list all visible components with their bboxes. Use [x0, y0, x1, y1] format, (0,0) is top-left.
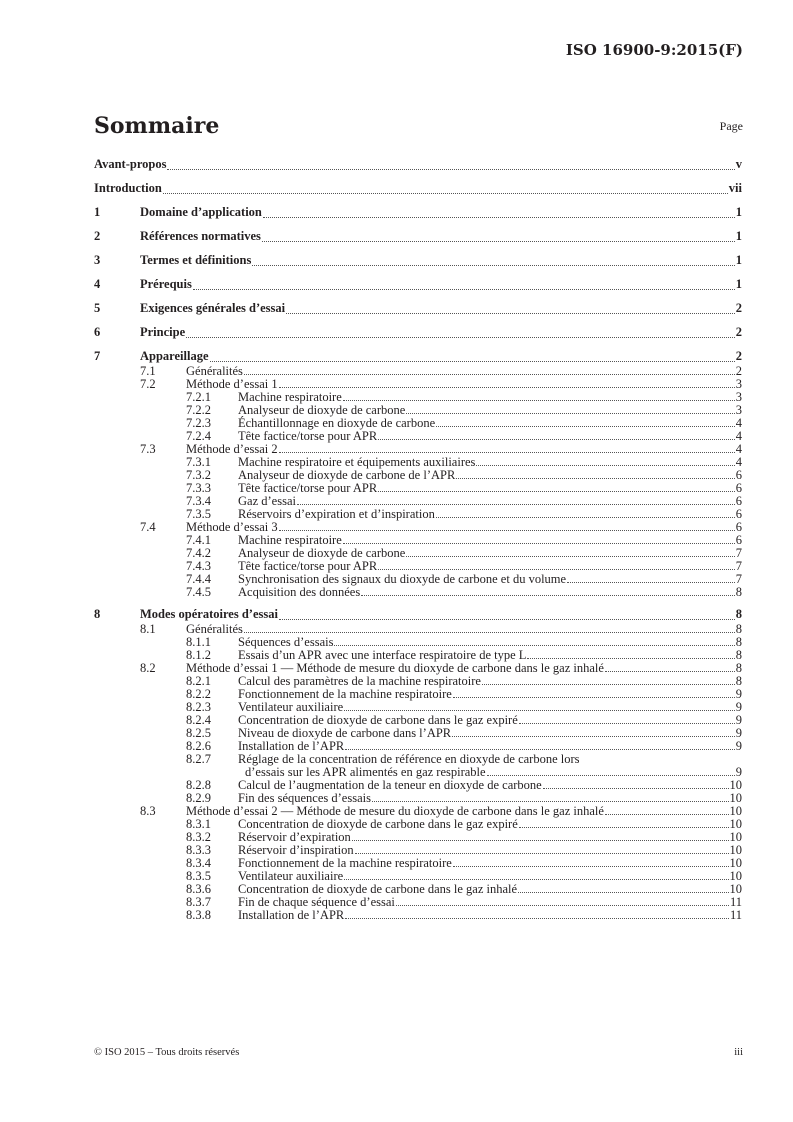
toc-entry-title: Exigences générales d’essai — [140, 301, 286, 315]
dot-leader — [378, 560, 735, 570]
toc-entry-title: Installation de l’APR — [238, 908, 345, 922]
toc-entry-number: 8.3.5 — [186, 869, 211, 883]
toc-entry-title: Réglage de la concentration de référence en dioxyde de carbone lors — [238, 752, 580, 766]
dot-leader — [378, 482, 735, 492]
toc-entry-page: 9 — [735, 687, 742, 701]
toc-entry-page: 10 — [729, 830, 742, 844]
dot-leader — [163, 180, 728, 194]
toc-entry-title: Essais d’un APR avec une interface respiratoire de type L — [238, 648, 527, 662]
toc-entry-page: 10 — [729, 856, 742, 870]
dot-leader — [279, 378, 735, 388]
dot-leader — [252, 252, 734, 266]
toc-entry-number: 8.3.1 — [186, 817, 211, 831]
toc-entry[interactable] — [94, 204, 742, 221]
dot-leader — [487, 766, 735, 776]
toc-entry-page: 6 — [735, 494, 742, 508]
toc-entry-number: 8.3.4 — [186, 856, 211, 870]
toc-entry-title: Synchronisation des signaux du dioxyde de carbone et du volume — [238, 572, 567, 586]
toc-entry-number: 8.2.7 — [186, 752, 211, 766]
toc-entry-number: 7.3.5 — [186, 507, 211, 521]
toc-entry-page: 11 — [729, 908, 742, 922]
toc-entry-page: 10 — [729, 882, 742, 896]
toc-entry-number: 8.2.4 — [186, 713, 211, 727]
toc-entry-page: 8 — [735, 674, 742, 688]
toc-entry-number: 1 — [94, 205, 101, 219]
toc-entry-number: 4 — [94, 277, 101, 291]
toc-entry-title: Tête factice/torse pour APR — [238, 559, 378, 573]
dot-leader — [343, 391, 735, 401]
toc-entry-title: Séquences d’essais — [238, 635, 334, 649]
dot-leader — [372, 792, 729, 802]
table-of-contents — [94, 156, 742, 922]
toc-entry-page: 4 — [735, 442, 742, 456]
dot-leader — [482, 675, 735, 685]
dot-leader — [344, 701, 735, 711]
toc-entry-number: 8.2.2 — [186, 687, 211, 701]
toc-entry-page: 6 — [735, 520, 742, 534]
page-title: Sommaire — [94, 113, 220, 139]
toc-entry-page: 8 — [735, 661, 742, 675]
dot-leader — [167, 156, 734, 170]
dot-leader — [244, 365, 735, 375]
toc-entry-number: 7.4.5 — [186, 585, 211, 599]
toc-entry-number: 7.3.2 — [186, 468, 211, 482]
toc-entry-title: Machine respiratoire et équipements auxiliaires — [238, 455, 476, 469]
dot-leader — [279, 443, 735, 453]
toc-entry-number: 8.3.8 — [186, 908, 211, 922]
toc-entry-title-continued: d’essais sur les APR alimentés en gaz respirable — [245, 765, 486, 779]
toc-entry-number: 7.2.3 — [186, 416, 211, 430]
toc-entry-title: Ventilateur auxiliaire — [238, 700, 344, 714]
toc-entry-title: Fonctionnement de la machine respiratoire — [238, 687, 452, 701]
toc-entry-number: 7 — [94, 349, 101, 363]
toc-entry-title: Réservoir d’inspiration — [238, 843, 354, 857]
dot-leader — [355, 844, 729, 854]
toc-entry-page: 9 — [735, 726, 742, 740]
dot-leader — [344, 870, 728, 880]
toc-entry-page: 9 — [735, 713, 742, 727]
toc-entry-number: 3 — [94, 253, 101, 267]
dot-leader — [279, 521, 735, 531]
toc-entry-title: Méthode d’essai 3 — [186, 520, 278, 534]
dot-leader — [345, 740, 735, 750]
toc-entry-number: 8.3.2 — [186, 830, 211, 844]
toc-entry-title: Calcul de l’augmentation de la teneur en dioxyde de carbone — [238, 778, 542, 792]
toc-entry-page: 8 — [735, 635, 742, 649]
toc-entry-title: Analyseur de dioxyde de carbone de l’APR — [238, 468, 456, 482]
toc-entry-number: 7.4.2 — [186, 546, 211, 560]
toc-entry-page: 9 — [735, 700, 742, 714]
toc-entry-number: 8.2.6 — [186, 739, 211, 753]
dot-leader — [519, 714, 735, 724]
dot-leader — [193, 276, 735, 290]
dot-leader — [378, 430, 735, 440]
dot-leader — [436, 417, 735, 427]
toc-entry-page: 2 — [735, 349, 742, 363]
toc-entry-number: 7.2.1 — [186, 390, 211, 404]
toc-entry-title: Concentration de dioxyde de carbone dans le gaz inhalé — [238, 882, 518, 896]
toc-entry-page: 10 — [729, 791, 742, 805]
dot-leader — [352, 831, 729, 841]
toc-entry-title: Méthode d’essai 1 — Méthode de mesure du dioxyde de carbone dans le gaz inhalé — [186, 661, 604, 675]
toc-entry-page: 11 — [729, 895, 742, 909]
toc-entry-title: Avant-propos — [94, 157, 167, 171]
dot-leader — [361, 586, 735, 596]
toc-entry[interactable] — [94, 180, 742, 197]
toc-entry-page: 9 — [735, 739, 742, 753]
toc-entry-title: Ventilateur auxiliaire — [238, 869, 344, 883]
toc-entry-page: 2 — [735, 301, 742, 315]
toc-entry-title: Fin de chaque séquence d’essai — [238, 895, 395, 909]
toc-entry-number: 7.2.2 — [186, 403, 211, 417]
toc-entry[interactable] — [94, 324, 742, 341]
toc-entry-page: 10 — [729, 843, 742, 857]
toc-entry-page: 6 — [735, 507, 742, 521]
toc-entry-number: 7.1 — [140, 364, 156, 378]
toc-entry-page: 2 — [735, 364, 742, 378]
toc-entry-title: Analyseur de dioxyde de carbone — [238, 546, 406, 560]
toc-entry-page: 1 — [735, 205, 742, 219]
dot-leader — [406, 547, 734, 557]
toc-entry-title: Modes opératoires d’essai — [140, 607, 278, 621]
toc-entry-page: 2 — [735, 325, 742, 339]
toc-entry-title: Fonctionnement de la machine respiratoire — [238, 856, 452, 870]
toc-entry-title: Échantillonnage en dioxyde de carbone — [238, 416, 436, 430]
toc-entry-page: 8 — [735, 622, 742, 636]
dot-leader — [476, 456, 734, 466]
dot-leader — [396, 896, 729, 906]
toc-entry-page: 7 — [735, 559, 742, 573]
toc-entry-title: Généralités — [186, 622, 243, 636]
toc-entry[interactable] — [94, 606, 742, 623]
dot-leader — [297, 495, 735, 505]
dot-leader — [186, 324, 735, 338]
toc-entry-title: Domaine d’application — [140, 205, 262, 219]
toc-entry-title: Méthode d’essai 2 — [186, 442, 278, 456]
toc-entry-page: 6 — [735, 533, 742, 547]
toc-entry-page: 7 — [735, 546, 742, 560]
toc-entry-title: Concentration de dioxyde de carbone dans le gaz expiré — [238, 817, 518, 831]
dot-leader — [406, 404, 734, 414]
page-number: iii — [734, 1047, 743, 1058]
toc-entry-page: 10 — [729, 778, 742, 792]
toc-entry-number: 6 — [94, 325, 101, 339]
toc-entry-page: 4 — [735, 429, 742, 443]
toc-entry-title: Méthode d’essai 1 — [186, 377, 278, 391]
page-column-label: Page — [719, 119, 743, 133]
toc-entry-title: Machine respiratoire — [238, 533, 342, 547]
toc-entry-title: Réservoirs d’expiration et d’inspiration — [238, 507, 435, 521]
toc-entry[interactable] — [94, 586, 742, 599]
toc-entry-number: 8.2.9 — [186, 791, 211, 805]
dot-leader — [456, 469, 734, 479]
dot-leader — [279, 606, 735, 620]
dot-leader — [263, 204, 735, 218]
toc-entry-title: Généralités — [186, 364, 243, 378]
toc-entry-page: 8 — [735, 607, 742, 621]
toc-entry[interactable] — [94, 156, 742, 173]
toc-entry-page: vii — [728, 181, 742, 195]
dot-leader — [452, 727, 735, 737]
toc-entry-number: 8.3 — [140, 804, 156, 818]
toc-entry-title: Méthode d’essai 2 — Méthode de mesure du dioxyde de carbone dans le gaz inhalé — [186, 804, 604, 818]
dot-leader — [343, 534, 735, 544]
toc-entry-page: 8 — [735, 648, 742, 662]
toc-entry-number: 8.1.2 — [186, 648, 211, 662]
toc-entry-number: 8.1.1 — [186, 635, 211, 649]
toc-entry-page: 10 — [729, 869, 742, 883]
toc-entry-title: Tête factice/torse pour APR — [238, 429, 378, 443]
toc-entry-title: Références normatives — [140, 229, 261, 243]
toc-entry-title: Niveau de dioxyde de carbone dans l’APR — [238, 726, 452, 740]
toc-entry-number: 8.1 — [140, 622, 156, 636]
toc-entry-title: Calcul des paramètres de la machine respiratoire — [238, 674, 481, 688]
dot-leader — [453, 688, 735, 698]
toc-entry-number: 7.4.1 — [186, 533, 211, 547]
dot-leader — [436, 508, 735, 518]
dot-leader — [262, 228, 735, 242]
toc-entry-number: 7.4.4 — [186, 572, 211, 586]
dot-leader — [567, 573, 735, 583]
copyright-notice: © ISO 2015 – Tous droits réservés — [94, 1047, 240, 1058]
toc-entry-number: 7.2.4 — [186, 429, 211, 443]
toc-entry-page: 1 — [735, 229, 742, 243]
toc-entry-title: Introduction — [94, 181, 162, 195]
toc-entry-page: 3 — [735, 390, 742, 404]
dot-leader — [345, 909, 729, 919]
toc-entry-number: 8.2.1 — [186, 674, 211, 688]
toc-entry-page: 9 — [735, 765, 742, 779]
toc-entry-number: 7.3.4 — [186, 494, 211, 508]
toc-entry-title: Appareillage — [140, 349, 209, 363]
toc-entry[interactable] — [94, 348, 742, 365]
dot-leader — [286, 300, 735, 314]
dot-leader — [519, 818, 729, 828]
dot-leader — [334, 636, 734, 646]
toc-entry-page: 4 — [735, 455, 742, 469]
toc-entry-title: Tête factice/torse pour APR — [238, 481, 378, 495]
toc-entry-title: Fin des séquences d’essais — [238, 791, 371, 805]
toc-entry-page: 10 — [729, 817, 742, 831]
toc-entry-number: 7.2 — [140, 377, 156, 391]
toc-entry[interactable] — [94, 276, 742, 293]
toc-entry-number: 2 — [94, 229, 101, 243]
toc-entry[interactable] — [94, 300, 742, 317]
dot-leader — [244, 623, 735, 633]
dot-leader — [605, 805, 729, 815]
toc-entry-number: 7.3 — [140, 442, 156, 456]
toc-entry-number: 7.4 — [140, 520, 156, 534]
toc-entry-number: 8.3.6 — [186, 882, 211, 896]
toc-entry-page: 3 — [735, 403, 742, 417]
toc-entry-number: 8.2 — [140, 661, 156, 675]
toc-entry-title: Termes et définitions — [140, 253, 252, 267]
dot-leader — [453, 857, 729, 867]
toc-entry-title: Prérequis — [140, 277, 192, 291]
toc-entry-page: 10 — [729, 804, 742, 818]
toc-entry-number: 7.3.3 — [186, 481, 211, 495]
toc-entry-title: Machine respiratoire — [238, 390, 342, 404]
toc-entry-number: 8.2.5 — [186, 726, 211, 740]
toc-entry-page: 3 — [735, 377, 742, 391]
toc-entry-page: 6 — [735, 468, 742, 482]
toc-entry-title: Installation de l’APR — [238, 739, 345, 753]
document-id: ISO 16900-9:2015(F) — [565, 41, 743, 59]
toc-entry-number: 8.3.3 — [186, 843, 211, 857]
toc-entry-number: 8.2.3 — [186, 700, 211, 714]
toc-entry-title: Principe — [140, 325, 186, 339]
dot-leader — [527, 649, 734, 659]
toc-entry[interactable] — [94, 228, 742, 245]
dot-leader — [543, 779, 729, 789]
toc-entry[interactable] — [94, 909, 742, 922]
toc-entry-page: 8 — [735, 585, 742, 599]
toc-entry-page: 6 — [735, 481, 742, 495]
toc-entry-page: 1 — [735, 277, 742, 291]
toc-entry-number: 8 — [94, 607, 101, 621]
toc-entry-title: Gaz d’essai — [238, 494, 296, 508]
dot-leader — [518, 883, 728, 893]
toc-entry[interactable] — [94, 252, 742, 269]
toc-entry-title: Analyseur de dioxyde de carbone — [238, 403, 406, 417]
toc-entry-page: 7 — [735, 572, 742, 586]
toc-entry-title: Acquisition des données — [238, 585, 361, 599]
toc-entry-page: v — [735, 157, 742, 171]
toc-entry-number: 8.2.8 — [186, 778, 211, 792]
toc-entry-number: 7.4.3 — [186, 559, 211, 573]
dot-leader — [210, 348, 735, 362]
toc-entry-number: 8.3.7 — [186, 895, 211, 909]
toc-entry-title: Concentration de dioxyde de carbone dans le gaz expiré — [238, 713, 518, 727]
toc-entry-page: 4 — [735, 416, 742, 430]
toc-entry-page: 1 — [735, 253, 742, 267]
toc-entry-number: 7.3.1 — [186, 455, 211, 469]
toc-entry-number: 5 — [94, 301, 101, 315]
toc-entry-title: Réservoir d’expiration — [238, 830, 351, 844]
dot-leader — [605, 662, 735, 672]
